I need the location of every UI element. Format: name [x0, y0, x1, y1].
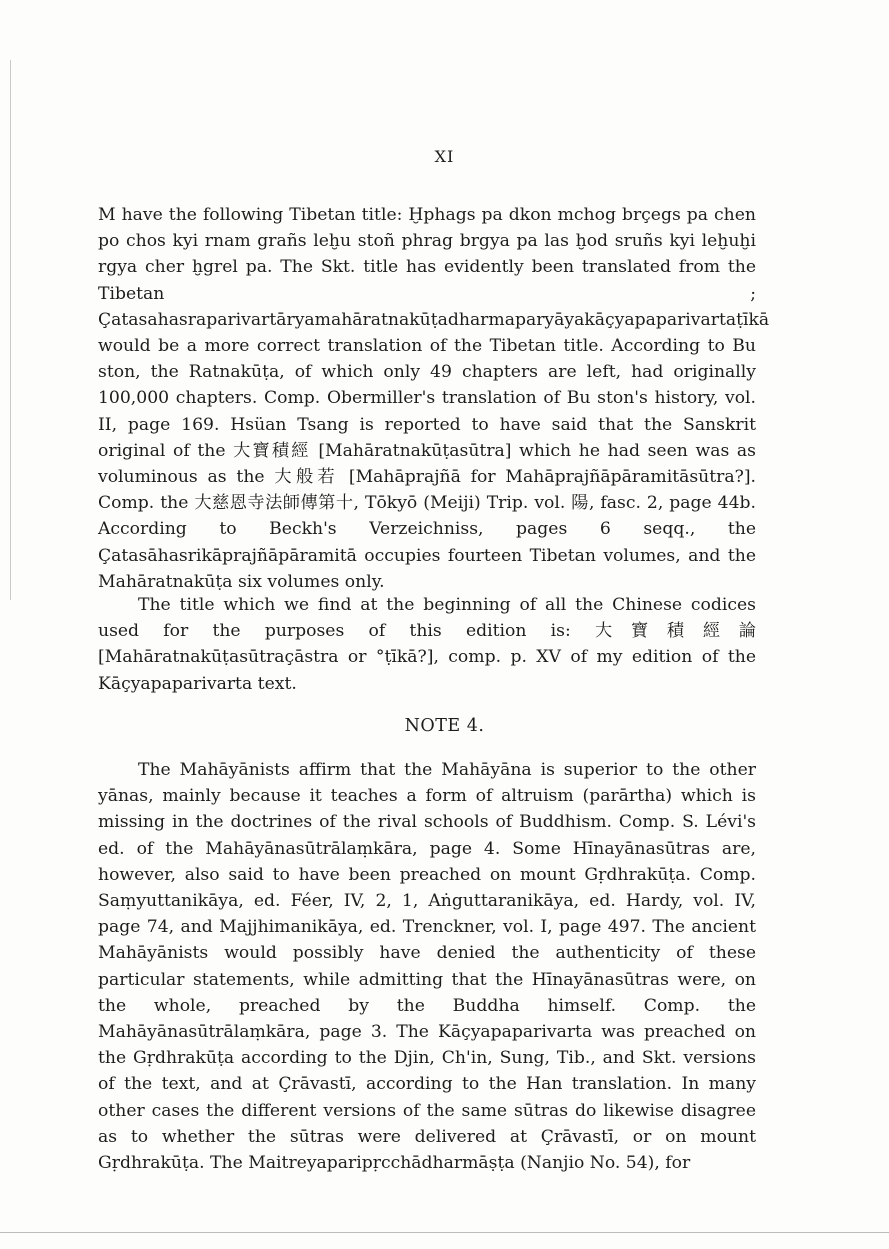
paragraph-text: The Mahāyānists affirm that the Mahāyāna is superior to the other yānas, mainly because it teaches a form of altruism (parārtha) which is missing in the doctrines of the rival schools of Buddhism. Comp. S. Lévi's ed. of the Mahāyānasūtrālaṃkāra, page 4. Some Hīnayānasūtras are, however, also said to have been preached on mount Gṛdhrakūṭa. Comp. Saṃyuttanikāya, ed. Féer, IV, 2, 1, Aṅguttaranikāya, ed. Hardy, vol. IV, page 74, and Majjhimanikāya, ed. Trenckner, vol. I, page 497. The ancient Mahāyānists would possibly have denied the authenticity of these particular statements, while admitting that the Hīnayānasūtras were, on the whole, preached by the Buddha himself. Comp. the Mahāyānasūtrālaṃkāra, page 3. The Kāçyapaparivarta was preached on the Gṛdhrakūṭa according to the Djin, Ch'in, Sung, Tib., and Skt. versions of the text, and at Çrāvastī, according to the Han translation. In many other cases the different versions of the same sūtras do likewise disagree as to whether the sūtras were delivered at Çrāvastī, or on mount Gṛdhrakūṭa. The Maitreyaparipṛcchādharmāṣṭa (Nanjio No. 54), for [98, 760, 756, 1174]
section-heading: NOTE 4. [404, 716, 485, 736]
scan-edge-line [10, 60, 11, 600]
paragraph-text: M have the following Tibetan title: Ḫphags pa dkon mchog brçegs pa chen po chos kyi rnam grañs leḫu stoñ phrag brgya pa las ḫod sruñs kyi leḫuḫi rgya cher ḫgrel pa. The Skt. title has evidently been translated from the Tibetan ; Çatasahasraparivartāryamahāratnakūṭadharmaparyāyakāçyapaparivartaṭīkā would be a more correct translation of the Tibetan title. According to Bu ston, the Ratnakūṭa, of which only 49 chapters are left, had originally 100,000 chapters. Comp. Obermiller's translation of Bu ston's history, vol. II, page 169. Hsüan Tsang is reported to have said that the Sanskrit original of the 大寶積經 [Mahāratnakūṭasūtra] which he had seen was as voluminous as the 大般若 [Mahāprajñā for Mahāprajñāpāramitāsūtra?]. Comp. the 大慈恩寺法師傳第十, Tōkyō (Meiji) Trip. vol. 陽, fasc. 2, page 44b. According to Beckh's Verzeichniss, pages 6 seqq., the Çatasāhasrikāprajñāpāramitā occupies fourteen Tibetan volumes, and the Mahāratnakūṭa six volumes only. [98, 205, 770, 592]
page-number: XI [434, 147, 455, 166]
paragraph-tibetan-title [98, 202, 770, 595]
paragraph-note-4 [98, 757, 756, 1176]
paragraph-text: The title which we find at the beginning of all the Chinese codices used for the purposes of this edition is: 大寶積經論 [Mahāratnakūṭasūtraçāstra or °ṭīkā?], comp. p. XV of my edition of the Kāçyapaparivarta text. [98, 595, 756, 694]
scan-bottom-edge [0, 1232, 889, 1233]
paragraph-chinese-title [98, 592, 756, 697]
